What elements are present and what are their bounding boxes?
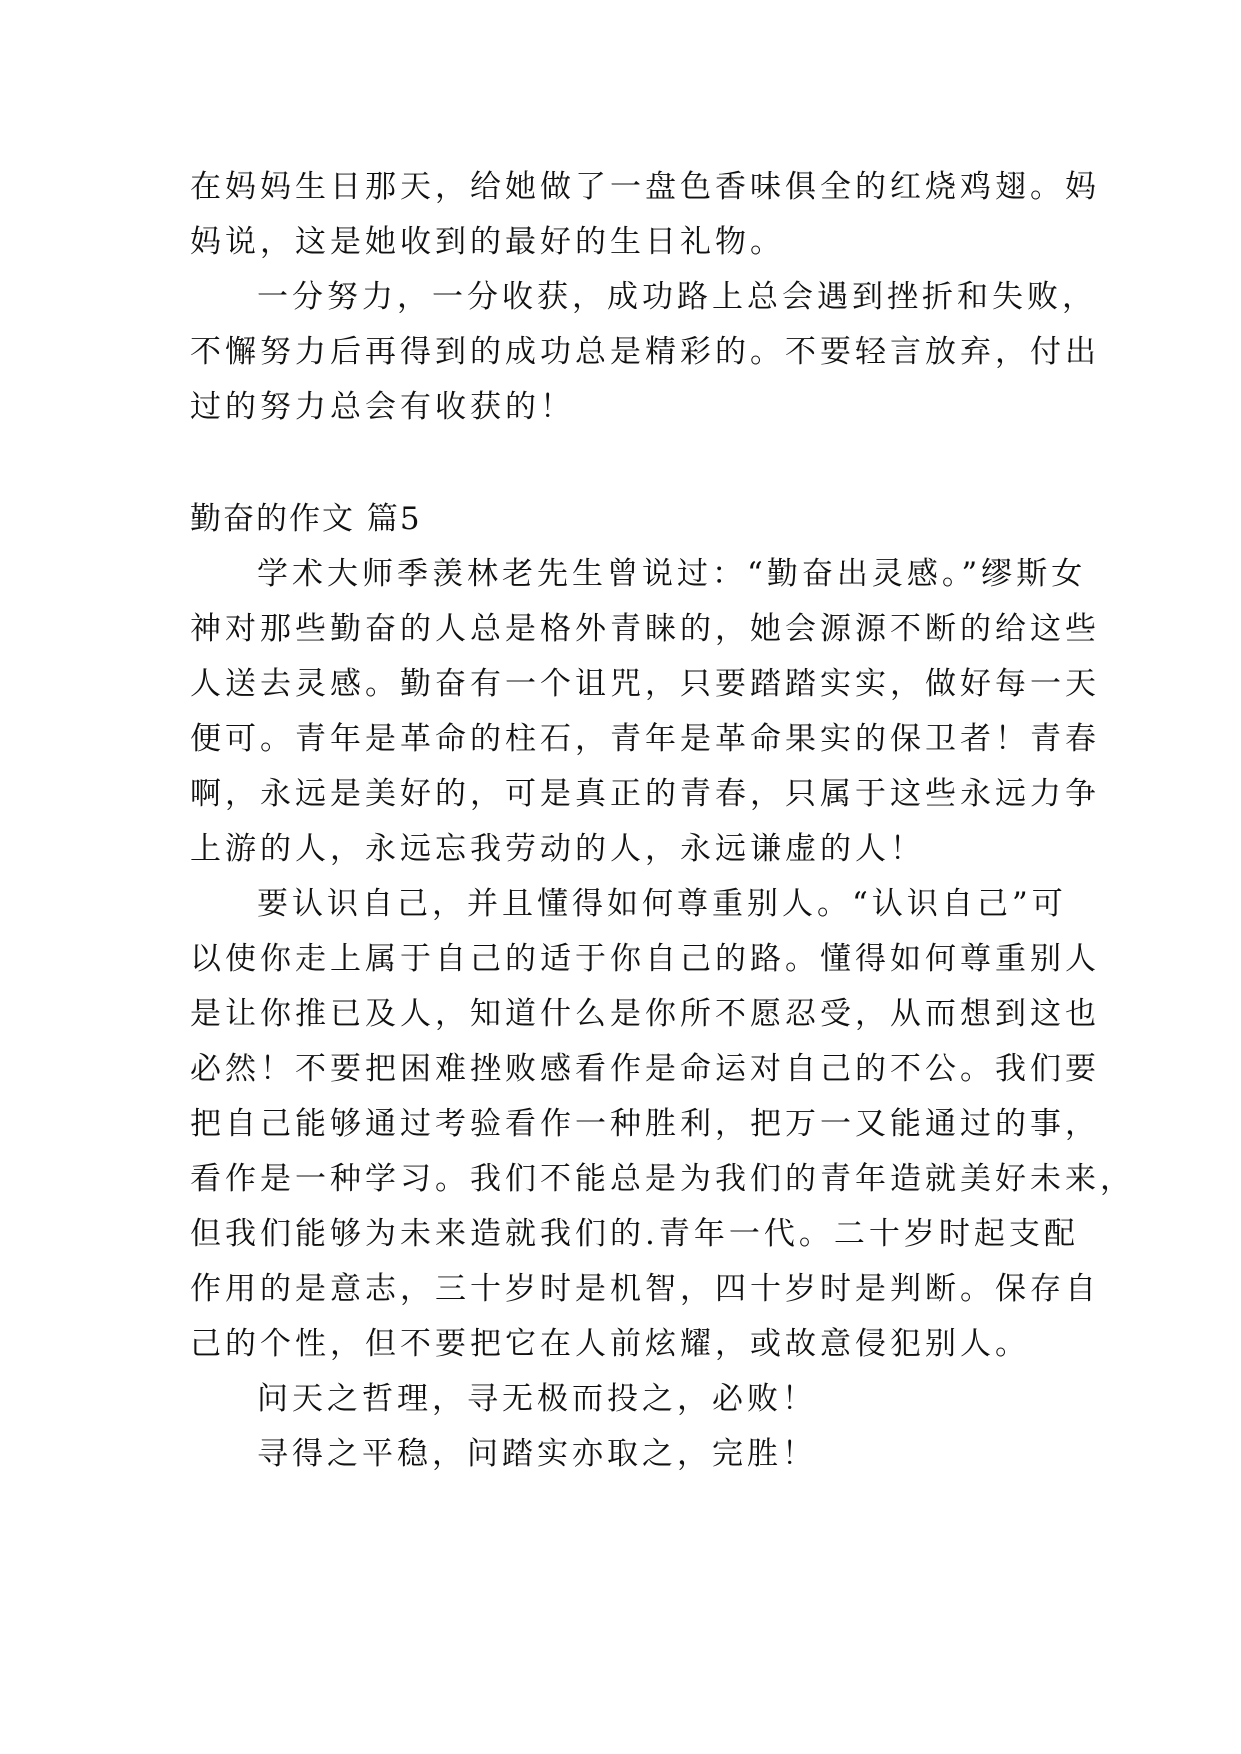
text-line: 己的个性，但不要把它在人前炫耀，或故意侵犯别人。 [190,1326,1030,1362]
paragraph-continued [190,160,1100,270]
paragraph-conclusion [190,270,1100,435]
text-line: 人送去灵感。勤奋有一个诅咒，只要踏踏实实，做好每一天 [190,666,1100,702]
text-line: 啊，永远是美好的，可是真正的青春，只属于这些永远力争 [190,776,1100,812]
text-line: 神对那些勤奋的人总是格外青睐的，她会源源不断的给这些 [190,611,1100,647]
text-line: 是让你推已及人，知道什么是你所不愿忍受，从而想到这也 [190,996,1100,1032]
text-line: 不懈努力后再得到的成功总是精彩的。不要轻言放弃，付出 [190,334,1100,370]
text-line: 在妈妈生日那天，给她做了一盘色香味俱全的红烧鸡翅。妈 [190,169,1100,205]
text-line: 学术大师季羡林老先生曾说过：“勤奋出灵感。”缪斯女 [257,556,1087,592]
text-line: 看作是一种学习。我们不能总是为我们的青年造就美好未来， [190,1161,1135,1197]
text-line: 但我们能够为未来造就我们的.青年一代。二十岁时起支配 [190,1216,1079,1252]
text-line: 必然！不要把困难挫败感看作是命运对自己的不公。我们要 [190,1051,1100,1087]
text-line: 上游的人，永远忘我劳动的人，永远谦虚的人！ [190,831,925,867]
paragraph-4: 寻得之平稳，问踏实亦取之，完胜！ [257,1436,817,1472]
text-line: 过的努力总会有收获的！ [190,389,575,425]
text-line: 要认识自己，并且懂得如何尊重别人。“认识自己”可 [257,886,1067,922]
text-line: 便可。青年是革命的柱石，青年是革命果实的保卫者！青春 [190,721,1100,757]
document-page [190,160,1135,1482]
text-line: 以使你走上属于自己的适于你自己的路。懂得如何尊重别人 [190,941,1100,977]
text-line: 妈说，这是她收到的最好的生日礼物。 [190,224,785,260]
text-line: 作用的是意志，三十岁时是机智，四十岁时是判断。保存自 [190,1271,1100,1307]
text-line: 一分努力，一分收获，成功路上总会遇到挫折和失败， [257,279,1097,315]
paragraph-3: 问天之哲理，寻无极而投之，必败！ [257,1381,817,1417]
text-line: 把自己能够通过考验看作一种胜利，把万一又能通过的事， [190,1106,1100,1142]
section-heading: 勤奋的作文 篇5 [190,501,422,537]
paragraph-1 [190,547,1100,877]
paragraph-2 [190,877,1135,1372]
